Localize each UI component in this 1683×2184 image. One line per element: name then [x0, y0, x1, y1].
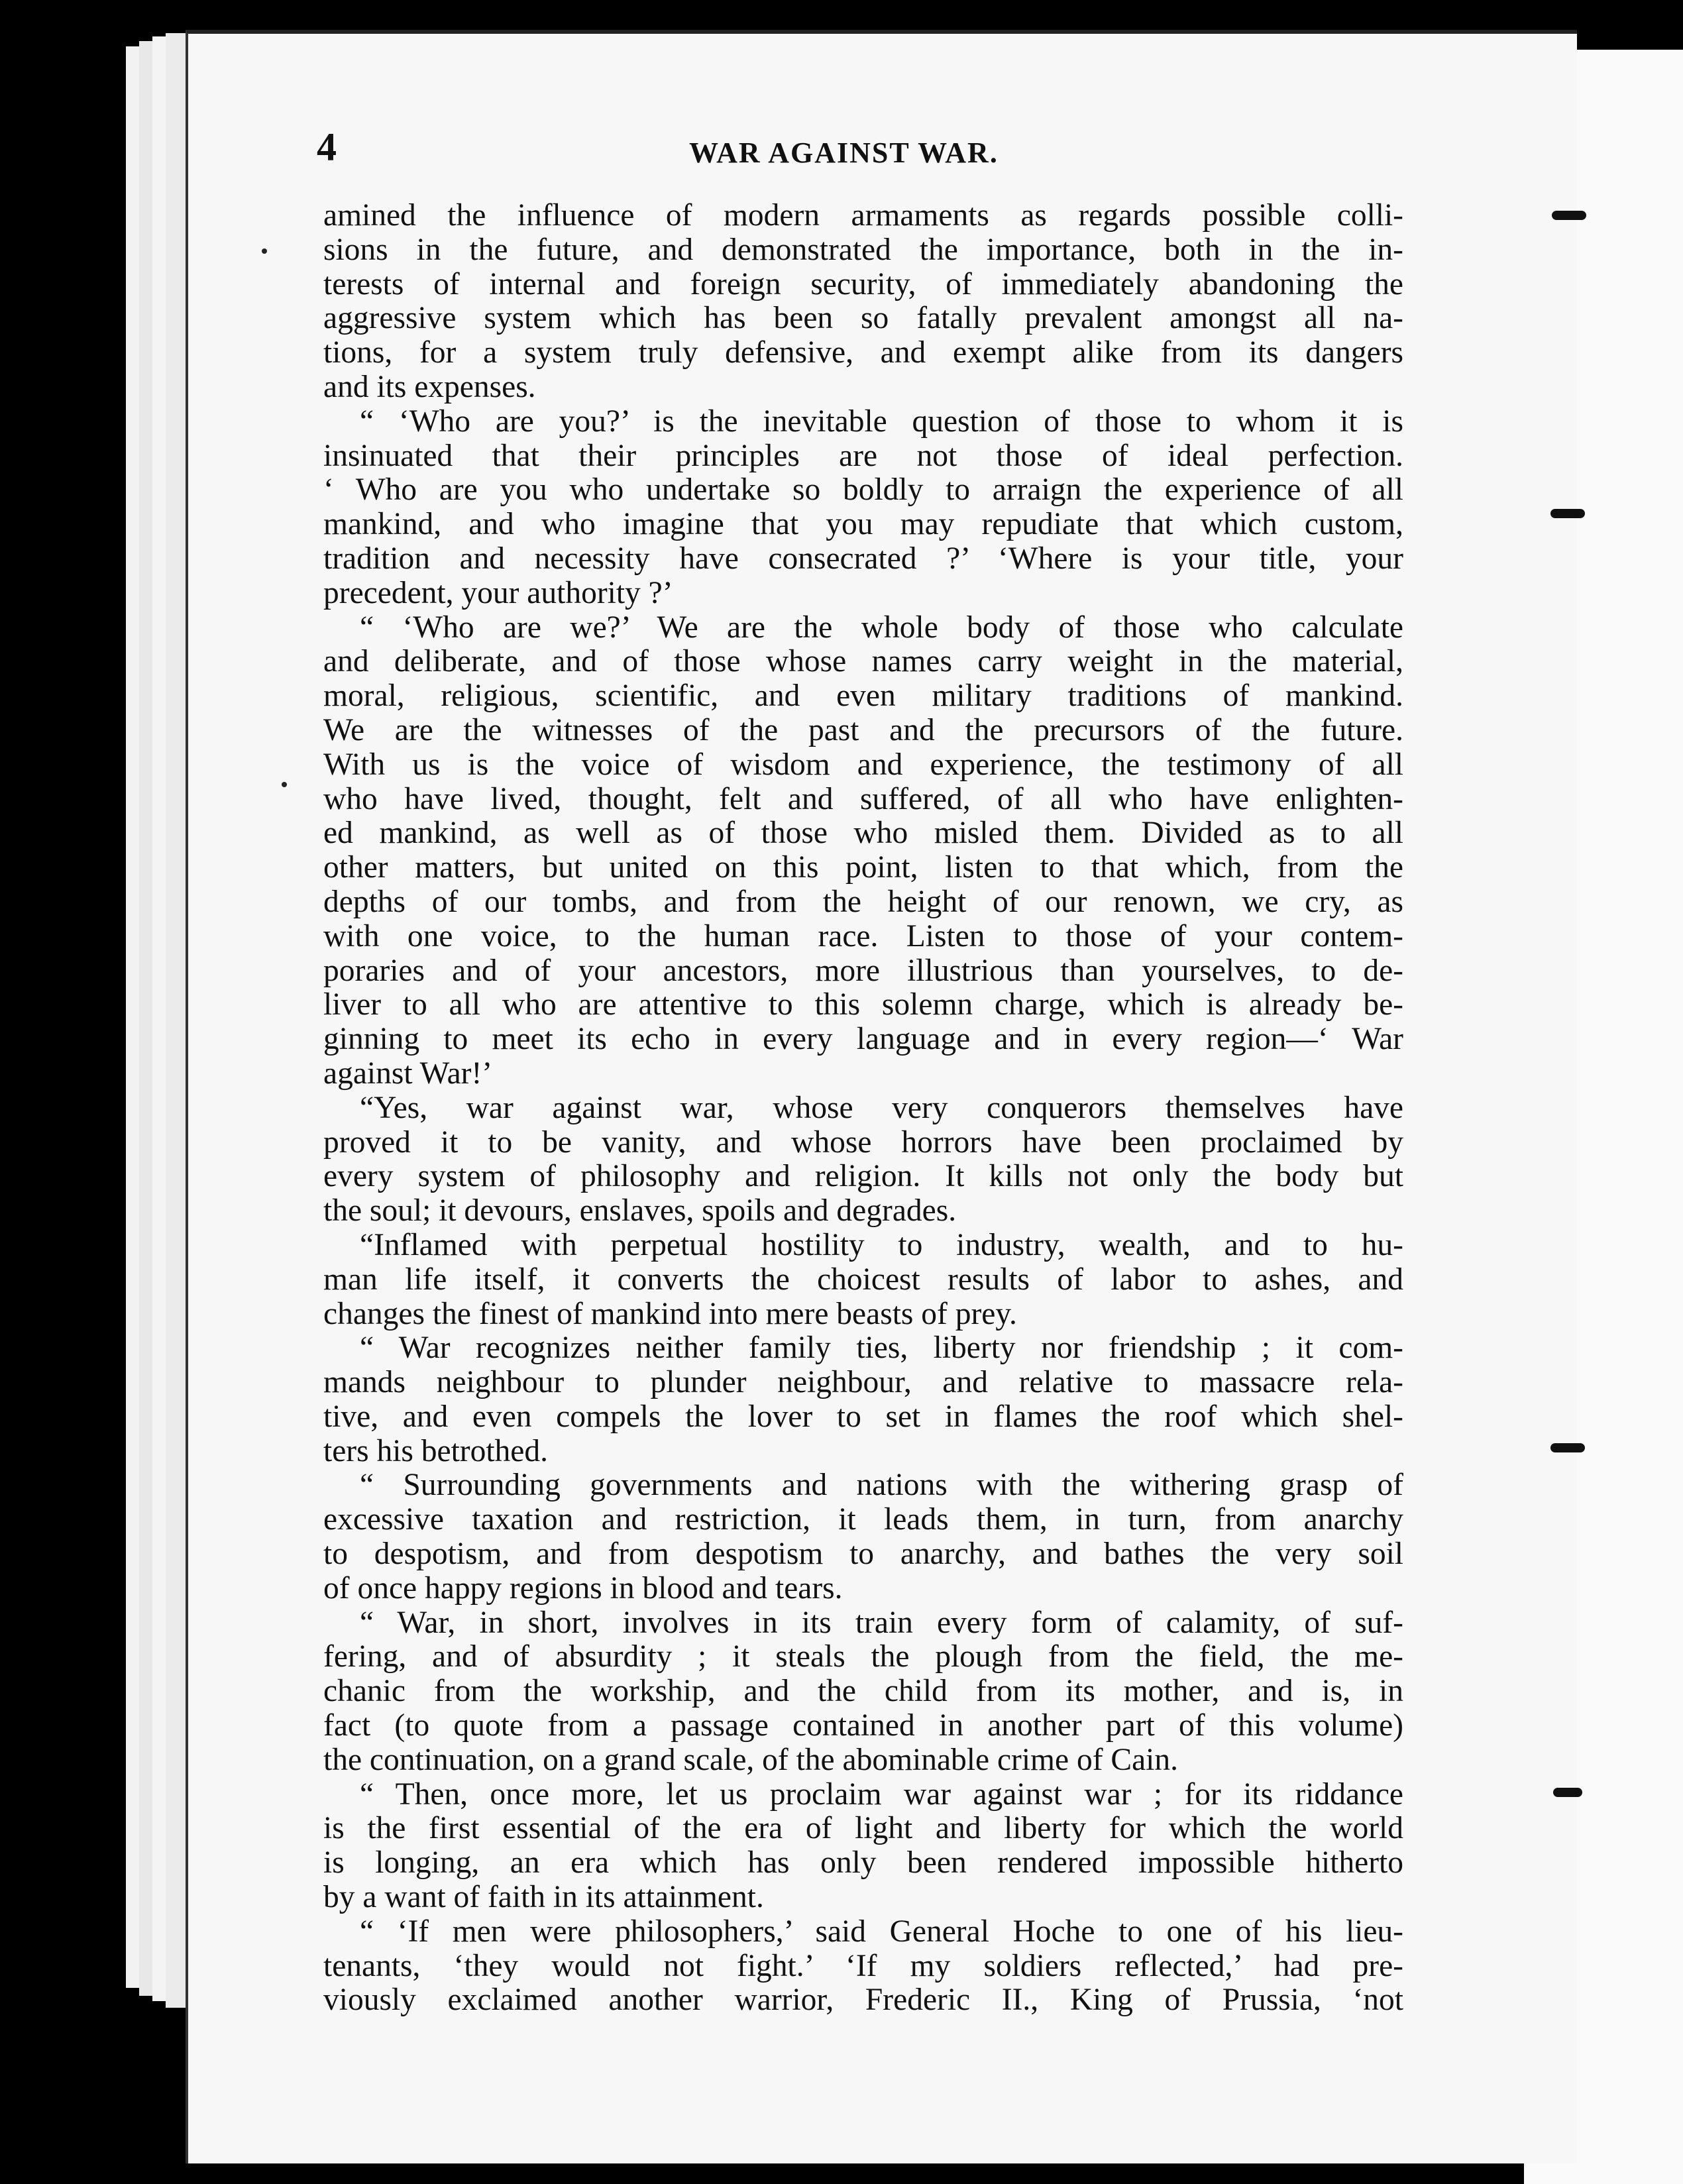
text-line: fact (to quote from a passage contained in another part of this volume)	[323, 1708, 1403, 1743]
text-line: who have lived, thought, felt and suffered, of all who have enlighten-	[323, 781, 1403, 816]
text-line: tive, and even compels the lover to set in flames the roof which shel-	[323, 1399, 1403, 1434]
text-line: the continuation, on a grand scale, of the abominable crime of Cain.	[323, 1742, 1178, 1777]
text-line: “ ‘Who are we?’ We are the whole body of those who calculate	[360, 610, 1403, 645]
speck	[262, 248, 267, 254]
text-line: “ Surrounding governments and nations with the withering grasp of	[360, 1468, 1403, 1503]
text-line: “ War, in short, involves in its train every form of calamity, of suf-	[360, 1605, 1403, 1640]
page-number: 4	[317, 125, 337, 169]
text-line: poraries and of your ancestors, more illustrious than yourselves, to de-	[323, 953, 1403, 988]
text-line: amined the influence of modern armaments as regards possible colli-	[323, 198, 1403, 233]
text-line: is the first essential of the era of light and liberty for which the world	[323, 1811, 1403, 1846]
text-line: proved it to be vanity, and whose horrors have been proclaimed by	[323, 1124, 1403, 1160]
margin-mark	[1550, 1443, 1585, 1452]
text-line: to despotism, and from despotism to anarchy, and bathes the very soil	[323, 1537, 1403, 1572]
text-line: “ ‘Who are you?’ is the inevitable question of those to whom it is	[360, 404, 1403, 439]
text-line: every system of philosophy and religion. It kills not only the body but	[323, 1159, 1403, 1194]
margin-mark	[1552, 211, 1586, 220]
text-line: aggressive system which has been so fatally prevalent amongst all na-	[323, 301, 1403, 336]
text-line: chanic from the workship, and the child from its mother, and is, in	[323, 1674, 1403, 1709]
text-line: insinuated that their principles are not those of ideal perfection.	[323, 438, 1403, 473]
text-line: “ Then, once more, let us proclaim war against war ; for its riddance	[360, 1776, 1403, 1812]
text-line: liver to all who are attentive to this solemn charge, which is already be-	[323, 987, 1403, 1022]
text-line: by a want of faith in its attainment.	[323, 1880, 764, 1915]
text-line: sions in the future, and demonstrated the importance, both in the in-	[323, 232, 1403, 267]
text-line: changes the finest of mankind into mere beasts of prey.	[323, 1296, 1017, 1331]
text-line: of once happy regions in blood and tears.	[323, 1570, 843, 1606]
text-line: moral, religious, scientific, and even military traditions of mankind.	[323, 679, 1403, 714]
text-line: excessive taxation and restriction, it leads them, in turn, from anarchy	[323, 1502, 1403, 1537]
text-line: and deliberate, and of those whose names carry weight in the material,	[323, 644, 1403, 679]
running-head: WAR AGAINST WAR.	[689, 136, 999, 169]
text-line: with one voice, to the human race. Listen to those of your contem-	[323, 918, 1403, 954]
text-line: the soul; it devours, enslaves, spoils and degrades.	[323, 1193, 957, 1228]
text-line: “ War recognizes neither family ties, liberty nor friendship ; it com-	[360, 1331, 1403, 1366]
text-line: tenants, ‘they would not fight.’ ‘If my soldiers reflected,’ had pre-	[323, 1948, 1403, 1983]
margin-mark	[1553, 1788, 1582, 1797]
text-line: viously exclaimed another warrior, Frederic II., King of Prussia, ‘not	[323, 1983, 1403, 2018]
text-line: and its expenses.	[323, 369, 536, 404]
text-line: “Yes, war against war, whose very conquerors themselves have	[360, 1090, 1403, 1125]
text-line: With us is the voice of wisdom and experience, the testimony of all	[323, 747, 1403, 782]
speck	[282, 782, 287, 787]
text-line: tradition and necessity have consecrated ?’ ‘Where is your title, your	[323, 541, 1403, 576]
text-line: precedent, your authority ?’	[323, 575, 673, 610]
body-text	[323, 199, 1403, 2018]
text-line: fering, and of absurdity ; it steals the plough from the field, the me-	[323, 1639, 1403, 1674]
margin-mark	[1550, 509, 1585, 518]
text-line: ed mankind, as well as of those who misled them. Divided as to all	[323, 816, 1403, 851]
text-line: depths of our tombs, and from the height of our renown, we cry, as	[323, 884, 1403, 919]
text-line: We are the witnesses of the past and the precursors of the future.	[323, 712, 1403, 747]
text-line: ters his betrothed.	[323, 1433, 549, 1468]
text-line: ginning to meet its echo in every language and in every region—‘ War	[323, 1022, 1403, 1057]
text-line: man life itself, it converts the choicest results of labor to ashes, and	[323, 1262, 1403, 1297]
text-line: is longing, an era which has only been rendered impossible hitherto	[323, 1845, 1403, 1881]
text-line: tions, for a system truly defensive, and exempt alike from its dangers	[323, 335, 1403, 370]
text-line: “ ‘If men were philosophers,’ said General Hoche to one of his lieu-	[360, 1914, 1403, 1949]
text-line: against War!’	[323, 1056, 493, 1091]
text-line: mands neighbour to plunder neighbour, and relative to massacre rela-	[323, 1365, 1403, 1400]
text-line: other matters, but united on this point, listen to that which, from the	[323, 850, 1403, 885]
text-line: mankind, and who imagine that you may repudiate that which custom,	[323, 507, 1403, 542]
text-line: “Inflamed with perpetual hostility to industry, wealth, and to hu-	[360, 1227, 1403, 1262]
text-line: terests of internal and foreign security, of immediately abandoning the	[323, 266, 1403, 301]
text-line: ‘ Who are you who undertake so boldly to arraign the experience of all	[323, 472, 1403, 508]
